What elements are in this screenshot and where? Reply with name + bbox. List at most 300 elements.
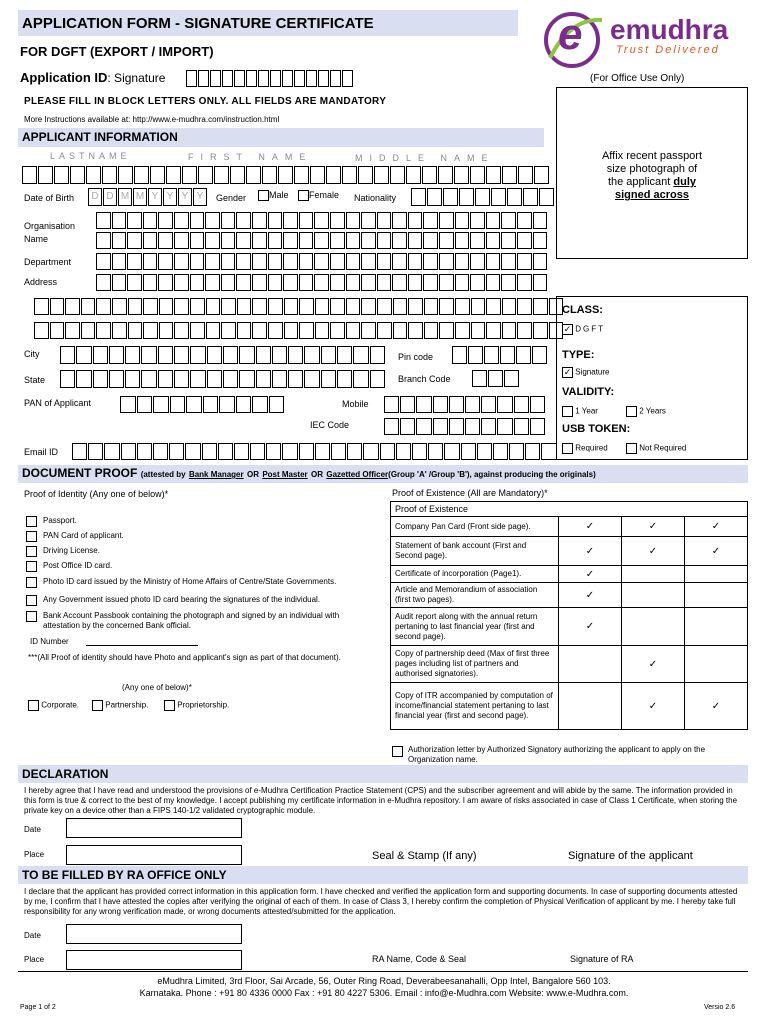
instructions-link[interactable]: More Instructions available at: http://www.e-mudhra.com/instruction.html: [24, 115, 280, 124]
char-box[interactable]: [331, 443, 346, 460]
dob-box[interactable]: M: [133, 188, 147, 206]
char-box[interactable]: [112, 253, 127, 270]
char-box[interactable]: [486, 253, 501, 270]
char-box[interactable]: [481, 396, 496, 413]
poe-check-cell[interactable]: [559, 646, 622, 683]
char-box[interactable]: [500, 346, 515, 364]
char-box[interactable]: [423, 253, 438, 270]
char-box[interactable]: [310, 166, 325, 184]
char-box[interactable]: [206, 298, 221, 315]
char-box[interactable]: [252, 253, 267, 270]
char-box[interactable]: [236, 232, 251, 249]
branch-code-boxes[interactable]: [472, 370, 520, 387]
char-box[interactable]: [96, 253, 111, 270]
char-box[interactable]: [377, 274, 392, 291]
char-box[interactable]: [517, 212, 532, 229]
poi-item[interactable]: [26, 531, 378, 541]
char-box[interactable]: [104, 443, 119, 460]
char-box[interactable]: [461, 443, 476, 460]
char-box[interactable]: [203, 396, 219, 413]
char-box[interactable]: [533, 298, 548, 315]
char-box[interactable]: [493, 443, 508, 460]
char-box[interactable]: [539, 188, 554, 206]
char-box[interactable]: [282, 70, 293, 87]
char-box[interactable]: [284, 298, 299, 315]
char-box[interactable]: [34, 322, 49, 339]
gender-male[interactable]: [258, 190, 289, 201]
city-boxes[interactable]: [60, 346, 386, 364]
char-box[interactable]: [76, 370, 91, 388]
char-box[interactable]: [256, 346, 271, 364]
dob-boxes[interactable]: [88, 188, 208, 206]
char-box[interactable]: [169, 443, 184, 460]
char-box[interactable]: [198, 70, 209, 87]
char-box[interactable]: [60, 370, 75, 388]
char-box[interactable]: [236, 274, 251, 291]
char-box[interactable]: [416, 418, 431, 435]
char-box[interactable]: [137, 443, 152, 460]
char-box[interactable]: [198, 166, 213, 184]
char-box[interactable]: [294, 70, 305, 87]
poe-check-cell[interactable]: ✓: [559, 517, 622, 537]
char-box[interactable]: [236, 396, 252, 413]
poe-check-cell[interactable]: ✓: [559, 566, 622, 583]
char-box[interactable]: [502, 298, 517, 315]
char-box[interactable]: [252, 274, 267, 291]
poe-check-cell[interactable]: ✓: [559, 608, 622, 646]
char-box[interactable]: [143, 322, 158, 339]
char-box[interactable]: [86, 166, 101, 184]
char-box[interactable]: [314, 212, 329, 229]
char-box[interactable]: [465, 418, 480, 435]
char-box[interactable]: [190, 253, 205, 270]
char-box[interactable]: [127, 274, 142, 291]
proprietorship-checkbox[interactable]: [164, 700, 175, 711]
char-box[interactable]: [278, 166, 293, 184]
char-box[interactable]: [481, 418, 496, 435]
char-box[interactable]: [514, 418, 529, 435]
char-box[interactable]: [282, 443, 297, 460]
char-box[interactable]: [272, 346, 287, 364]
char-box[interactable]: [120, 396, 136, 413]
char-box[interactable]: [484, 346, 499, 364]
char-box[interactable]: [202, 443, 217, 460]
char-box[interactable]: [455, 212, 470, 229]
char-box[interactable]: [346, 322, 361, 339]
char-box[interactable]: [501, 253, 516, 270]
char-box[interactable]: [504, 370, 519, 387]
ra-date-field[interactable]: [66, 924, 242, 944]
char-box[interactable]: [174, 274, 189, 291]
org-type-proprietorship[interactable]: [164, 700, 229, 711]
char-box[interactable]: [408, 212, 423, 229]
char-box[interactable]: [346, 298, 361, 315]
dob-box[interactable]: D: [88, 188, 102, 206]
char-box[interactable]: [256, 370, 271, 388]
char-box[interactable]: [272, 370, 287, 388]
char-box[interactable]: [143, 212, 158, 229]
char-box[interactable]: [315, 322, 330, 339]
char-box[interactable]: [533, 322, 548, 339]
dob-box[interactable]: Y: [163, 188, 177, 206]
poi-item[interactable]: [26, 546, 378, 556]
org-type-corporate[interactable]: [28, 700, 79, 711]
char-box[interactable]: [497, 396, 512, 413]
char-box[interactable]: [137, 396, 153, 413]
char-box[interactable]: [174, 212, 189, 229]
char-box[interactable]: [443, 188, 458, 206]
char-box[interactable]: [370, 346, 385, 364]
char-box[interactable]: [370, 370, 385, 388]
char-box[interactable]: [304, 370, 319, 388]
char-box[interactable]: [159, 322, 174, 339]
char-box[interactable]: [533, 253, 548, 270]
char-box[interactable]: [143, 298, 158, 315]
char-box[interactable]: [314, 232, 329, 249]
char-box[interactable]: [346, 253, 361, 270]
poe-check-cell[interactable]: [685, 646, 748, 683]
poe-check-cell[interactable]: ✓: [559, 537, 622, 566]
partnership-checkbox[interactable]: [92, 700, 103, 711]
char-box[interactable]: [525, 443, 540, 460]
char-box[interactable]: [268, 212, 283, 229]
char-box[interactable]: [72, 443, 87, 460]
char-box[interactable]: [424, 298, 439, 315]
char-box[interactable]: [170, 396, 186, 413]
char-box[interactable]: [96, 274, 111, 291]
char-box[interactable]: [472, 370, 487, 387]
char-box[interactable]: [153, 443, 168, 460]
poe-check-cell[interactable]: ✓: [622, 517, 685, 537]
char-box[interactable]: [374, 166, 389, 184]
char-box[interactable]: [288, 346, 303, 364]
char-box[interactable]: [166, 166, 181, 184]
one-year-checkbox[interactable]: [562, 406, 573, 417]
char-box[interactable]: [517, 274, 532, 291]
char-box[interactable]: [236, 253, 251, 270]
char-box[interactable]: [158, 274, 173, 291]
char-box[interactable]: [206, 322, 221, 339]
char-box[interactable]: [81, 322, 96, 339]
char-box[interactable]: [455, 253, 470, 270]
char-box[interactable]: [377, 298, 392, 315]
char-box[interactable]: [471, 322, 486, 339]
char-box[interactable]: [174, 298, 189, 315]
char-box[interactable]: [234, 443, 249, 460]
not-required-checkbox[interactable]: [626, 443, 637, 454]
char-box[interactable]: [361, 298, 376, 315]
char-box[interactable]: [96, 232, 111, 249]
char-box[interactable]: [337, 370, 352, 388]
char-box[interactable]: [433, 418, 448, 435]
char-box[interactable]: [112, 212, 127, 229]
char-box[interactable]: [127, 232, 142, 249]
char-box[interactable]: [501, 212, 516, 229]
char-box[interactable]: [347, 443, 362, 460]
char-box[interactable]: [380, 443, 395, 460]
char-box[interactable]: [174, 253, 189, 270]
char-box[interactable]: [252, 212, 267, 229]
char-box[interactable]: [449, 396, 464, 413]
char-box[interactable]: [174, 370, 189, 388]
char-box[interactable]: [518, 166, 533, 184]
poe-check-cell[interactable]: [685, 566, 748, 583]
department-boxes[interactable]: [96, 253, 548, 270]
char-box[interactable]: [330, 232, 345, 249]
char-box[interactable]: [392, 232, 407, 249]
char-box[interactable]: [400, 396, 415, 413]
poe-check-cell[interactable]: [685, 583, 748, 608]
char-box[interactable]: [486, 232, 501, 249]
char-box[interactable]: [408, 322, 423, 339]
char-box[interactable]: [497, 418, 512, 435]
char-box[interactable]: [269, 396, 285, 413]
char-box[interactable]: [158, 346, 173, 364]
char-box[interactable]: [268, 253, 283, 270]
char-box[interactable]: [205, 212, 220, 229]
validity-1-year[interactable]: [562, 406, 598, 417]
char-box[interactable]: [299, 443, 314, 460]
char-box[interactable]: [400, 418, 415, 435]
char-box[interactable]: [283, 253, 298, 270]
char-box[interactable]: [470, 212, 485, 229]
char-box[interactable]: [159, 298, 174, 315]
char-box[interactable]: [455, 298, 470, 315]
char-box[interactable]: [358, 166, 373, 184]
char-box[interactable]: [342, 166, 357, 184]
char-box[interactable]: [423, 232, 438, 249]
signature-checkbox[interactable]: ✓: [563, 367, 572, 377]
authorization-row[interactable]: [392, 745, 742, 765]
char-box[interactable]: [128, 322, 143, 339]
char-box[interactable]: [393, 322, 408, 339]
char-box[interactable]: [361, 212, 376, 229]
name-boxes[interactable]: [22, 166, 550, 184]
poe-check-cell[interactable]: ✓: [622, 646, 685, 683]
char-box[interactable]: [361, 232, 376, 249]
char-box[interactable]: [252, 298, 267, 315]
char-box[interactable]: [315, 298, 330, 315]
char-box[interactable]: [118, 166, 133, 184]
state-boxes[interactable]: [60, 370, 386, 388]
char-box[interactable]: [444, 443, 459, 460]
char-box[interactable]: [330, 70, 341, 87]
char-box[interactable]: [158, 232, 173, 249]
char-box[interactable]: [377, 253, 392, 270]
char-box[interactable]: [143, 253, 158, 270]
char-box[interactable]: [207, 370, 222, 388]
char-box[interactable]: [221, 274, 236, 291]
address-boxes-2[interactable]: [34, 298, 564, 315]
char-box[interactable]: [134, 166, 149, 184]
dgft-checkbox[interactable]: ✓: [563, 324, 572, 334]
char-box[interactable]: [237, 322, 252, 339]
char-box[interactable]: [185, 443, 200, 460]
char-box[interactable]: [465, 396, 480, 413]
char-box[interactable]: [221, 322, 236, 339]
email-boxes[interactable]: [72, 443, 558, 460]
char-box[interactable]: [514, 396, 529, 413]
poe-check-cell[interactable]: ✓: [559, 583, 622, 608]
female-checkbox[interactable]: [298, 190, 309, 201]
char-box[interactable]: [121, 443, 136, 460]
char-box[interactable]: [174, 322, 189, 339]
char-box[interactable]: [258, 70, 269, 87]
poe-check-cell[interactable]: ✓: [622, 537, 685, 566]
char-box[interactable]: [393, 298, 408, 315]
char-box[interactable]: [533, 232, 548, 249]
char-box[interactable]: [321, 346, 336, 364]
poe-check-cell[interactable]: [622, 608, 685, 646]
char-box[interactable]: [361, 274, 376, 291]
char-box[interactable]: [294, 166, 309, 184]
char-box[interactable]: [190, 322, 205, 339]
app-id-boxes[interactable]: [186, 70, 354, 87]
char-box[interactable]: [81, 298, 96, 315]
char-box[interactable]: [127, 212, 142, 229]
char-box[interactable]: [530, 396, 545, 413]
char-box[interactable]: [205, 253, 220, 270]
char-box[interactable]: [102, 166, 117, 184]
char-box[interactable]: [377, 232, 392, 249]
char-box[interactable]: [427, 188, 442, 206]
char-box[interactable]: [34, 298, 49, 315]
corporate-checkbox[interactable]: [28, 700, 39, 711]
char-box[interactable]: [438, 166, 453, 184]
char-box[interactable]: [222, 70, 233, 87]
org-type-partnership[interactable]: [92, 700, 148, 711]
char-box[interactable]: [96, 322, 111, 339]
char-box[interactable]: [517, 253, 532, 270]
token-not-required[interactable]: [626, 443, 686, 454]
char-box[interactable]: [412, 443, 427, 460]
char-box[interactable]: [190, 274, 205, 291]
char-box[interactable]: [330, 298, 345, 315]
poe-check-cell[interactable]: ✓: [685, 683, 748, 730]
organisation-boxes-2[interactable]: [96, 232, 548, 249]
char-box[interactable]: [143, 232, 158, 249]
char-box[interactable]: [93, 370, 108, 388]
char-box[interactable]: [299, 232, 314, 249]
char-box[interactable]: [454, 166, 469, 184]
char-box[interactable]: [470, 253, 485, 270]
poi-item[interactable]: [26, 611, 378, 631]
char-box[interactable]: [268, 274, 283, 291]
char-box[interactable]: [214, 166, 229, 184]
char-box[interactable]: [353, 370, 368, 388]
poe-check-cell[interactable]: ✓: [622, 683, 685, 730]
male-checkbox[interactable]: [258, 190, 269, 201]
char-box[interactable]: [50, 298, 65, 315]
char-box[interactable]: [223, 370, 238, 388]
char-box[interactable]: [488, 370, 503, 387]
char-box[interactable]: [306, 70, 317, 87]
poe-check-cell[interactable]: [622, 566, 685, 583]
poi-checkbox[interactable]: [26, 577, 37, 588]
char-box[interactable]: [186, 70, 197, 87]
char-box[interactable]: [507, 188, 522, 206]
char-box[interactable]: [477, 443, 492, 460]
char-box[interactable]: [50, 322, 65, 339]
poi-item[interactable]: [26, 595, 378, 605]
char-box[interactable]: [88, 443, 103, 460]
type-signature[interactable]: [562, 367, 609, 378]
char-box[interactable]: [190, 370, 205, 388]
id-number-line[interactable]: [86, 645, 198, 646]
gender-female[interactable]: [298, 190, 339, 201]
char-box[interactable]: [190, 298, 205, 315]
char-box[interactable]: [109, 346, 124, 364]
poe-check-cell[interactable]: [622, 583, 685, 608]
char-box[interactable]: [428, 443, 443, 460]
char-box[interactable]: [182, 166, 197, 184]
char-box[interactable]: [470, 232, 485, 249]
char-box[interactable]: [221, 212, 236, 229]
char-box[interactable]: [158, 370, 173, 388]
char-box[interactable]: [141, 370, 156, 388]
char-box[interactable]: [112, 232, 127, 249]
declaration-place-field[interactable]: [66, 845, 242, 865]
char-box[interactable]: [38, 166, 53, 184]
char-box[interactable]: [390, 166, 405, 184]
char-box[interactable]: [141, 346, 156, 364]
char-box[interactable]: [346, 232, 361, 249]
char-box[interactable]: [439, 253, 454, 270]
char-box[interactable]: [502, 322, 517, 339]
poi-checkbox[interactable]: [26, 561, 37, 572]
iec-boxes[interactable]: [384, 418, 546, 435]
char-box[interactable]: [284, 322, 299, 339]
char-box[interactable]: [486, 274, 501, 291]
char-box[interactable]: [384, 396, 399, 413]
char-box[interactable]: [268, 322, 283, 339]
char-box[interactable]: [150, 166, 165, 184]
char-box[interactable]: [128, 298, 143, 315]
char-box[interactable]: [218, 443, 233, 460]
char-box[interactable]: [299, 298, 314, 315]
char-box[interactable]: [125, 370, 140, 388]
char-box[interactable]: [468, 346, 483, 364]
char-box[interactable]: [236, 212, 251, 229]
char-box[interactable]: [207, 346, 222, 364]
poi-item[interactable]: [26, 561, 378, 571]
char-box[interactable]: [288, 370, 303, 388]
poi-checkbox[interactable]: [26, 531, 37, 542]
pan-boxes[interactable]: [120, 396, 285, 413]
nationality-boxes[interactable]: [411, 188, 555, 206]
char-box[interactable]: [509, 443, 524, 460]
dob-box[interactable]: Y: [178, 188, 192, 206]
char-box[interactable]: [299, 274, 314, 291]
char-box[interactable]: [268, 232, 283, 249]
char-box[interactable]: [439, 232, 454, 249]
char-box[interactable]: [330, 212, 345, 229]
char-box[interactable]: [112, 298, 127, 315]
char-box[interactable]: [501, 274, 516, 291]
char-box[interactable]: [210, 70, 221, 87]
char-box[interactable]: [190, 232, 205, 249]
char-box[interactable]: [174, 232, 189, 249]
char-box[interactable]: [330, 253, 345, 270]
char-box[interactable]: [230, 166, 245, 184]
char-box[interactable]: [321, 370, 336, 388]
char-box[interactable]: [455, 274, 470, 291]
char-box[interactable]: [76, 346, 91, 364]
char-box[interactable]: [268, 298, 283, 315]
validity-2-years[interactable]: [626, 406, 666, 417]
char-box[interactable]: [153, 396, 169, 413]
address-boxes-1[interactable]: [96, 274, 548, 291]
